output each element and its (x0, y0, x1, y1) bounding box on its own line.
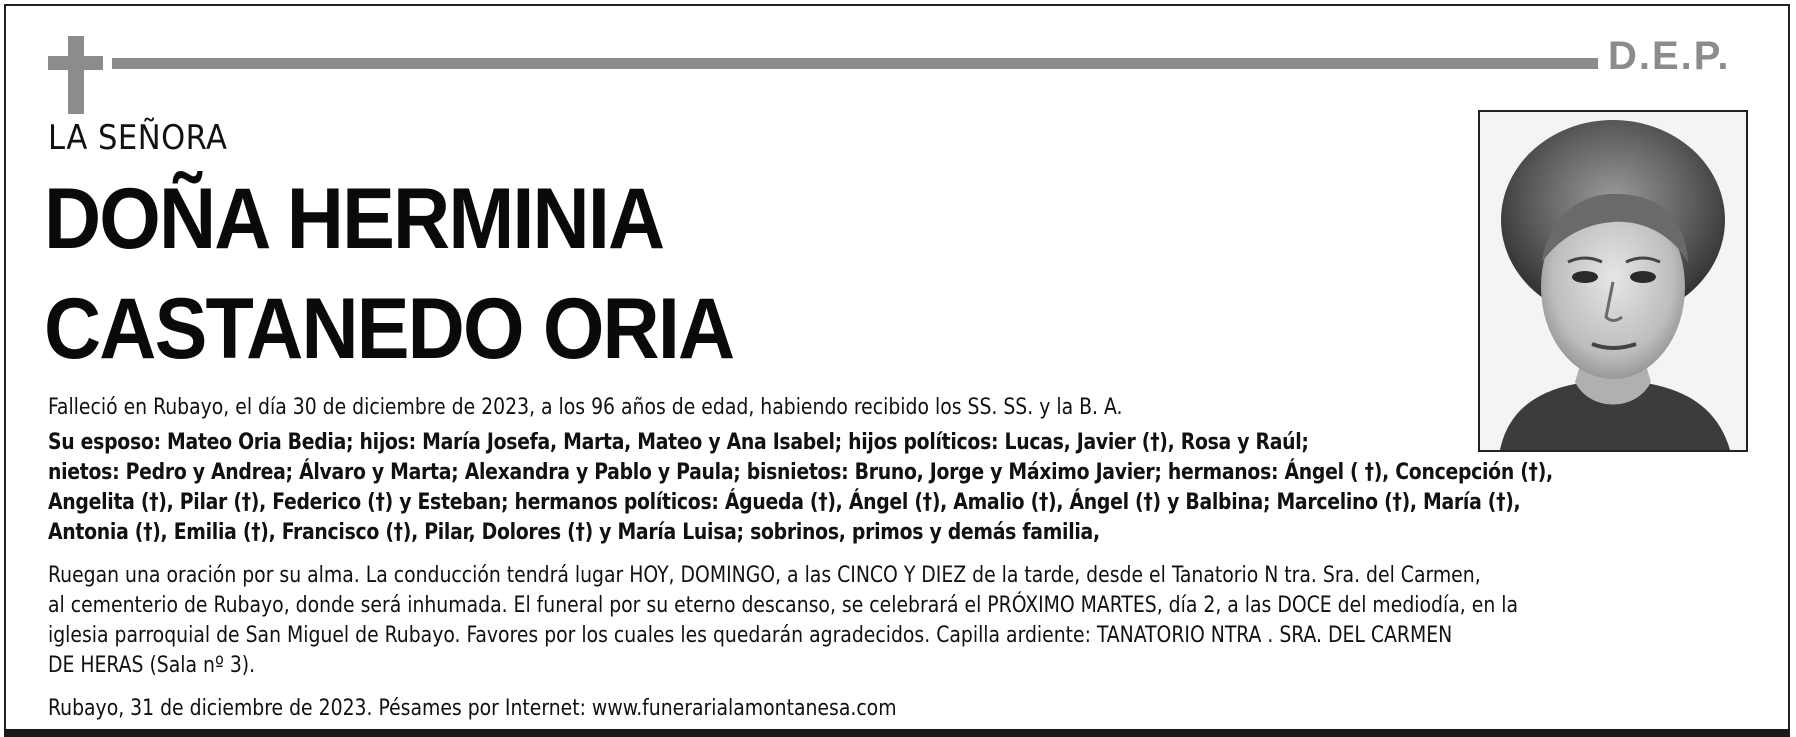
service-line: al cementerio de Rubayo, donde será inhumada. El funeral por su eterno descanso, se celebrará el PRÓXIMO MARTES, día 2, a las DOCE del mediodía, en la (48, 592, 1518, 618)
honorific-label: LA SEÑORA (48, 118, 228, 158)
footer-text: Rubayo, 31 de diciembre de 2023. Pésames por Internet: www.funerarialamontanesa.com (48, 695, 897, 721)
family-line: Angelita (†), Pilar (†), Federico (†) y Esteban; hermanos políticos: Águeda (†), Ángel (†), Amalio (†), Ángel (†) y Balbina; Marcelino (†), María (†), (48, 489, 1521, 515)
service-line: Ruegan una oración por su alma. La conducción tendrá lugar HOY, DOMINGO, a las CINCO Y DIEZ de la tarde, desde el Tanatorio N tra. Sra. del Carmen, (48, 562, 1481, 588)
cross-icon (48, 36, 103, 114)
deceased-name-line-1: DOÑA HERMINIA (44, 171, 664, 267)
family-line: nietos: Pedro y Andrea; Álvaro y Marta; Alexandra y Pablo y Paula; bisnietos: Bruno, Jorge y Máximo Javier; hermanos: Ángel ( †), Concepción (†), (48, 459, 1553, 485)
service-line: iglesia parroquial de San Miguel de Rubayo. Favores por los cuales les quedarán agradecidos. Capilla ardiente: TANATORIO NTRA . SRA. DEL CARMEN (48, 622, 1453, 648)
service-line: DE HERAS (Sala nº 3). (48, 652, 256, 678)
portrait-photo (1478, 110, 1748, 452)
deceased-name-line-2: CASTANEDO ORIA (44, 281, 734, 377)
header-rule (112, 58, 1598, 69)
bottom-border (4, 729, 1790, 737)
dep-label: D.E.P. (1608, 34, 1731, 78)
family-line: Su esposo: Mateo Oria Bedia; hijos: María Josefa, Marta, Mateo y Ana Isabel; hijos políticos: Lucas, Javier (†), Rosa y Raúl; (48, 429, 1309, 455)
death-notice-text: Falleció en Rubayo, el día 30 de diciembre de 2023, a los 96 años de edad, habiendo recibido los SS. SS. y la B. A. (48, 394, 1123, 420)
family-paragraph (48, 427, 1553, 547)
service-paragraph (48, 560, 1518, 680)
family-line: Antonia (†), Emilia (†), Francisco (†), Pilar, Dolores (†) y María Luisa; sobrinos, primos y demás familia, (48, 519, 1100, 545)
